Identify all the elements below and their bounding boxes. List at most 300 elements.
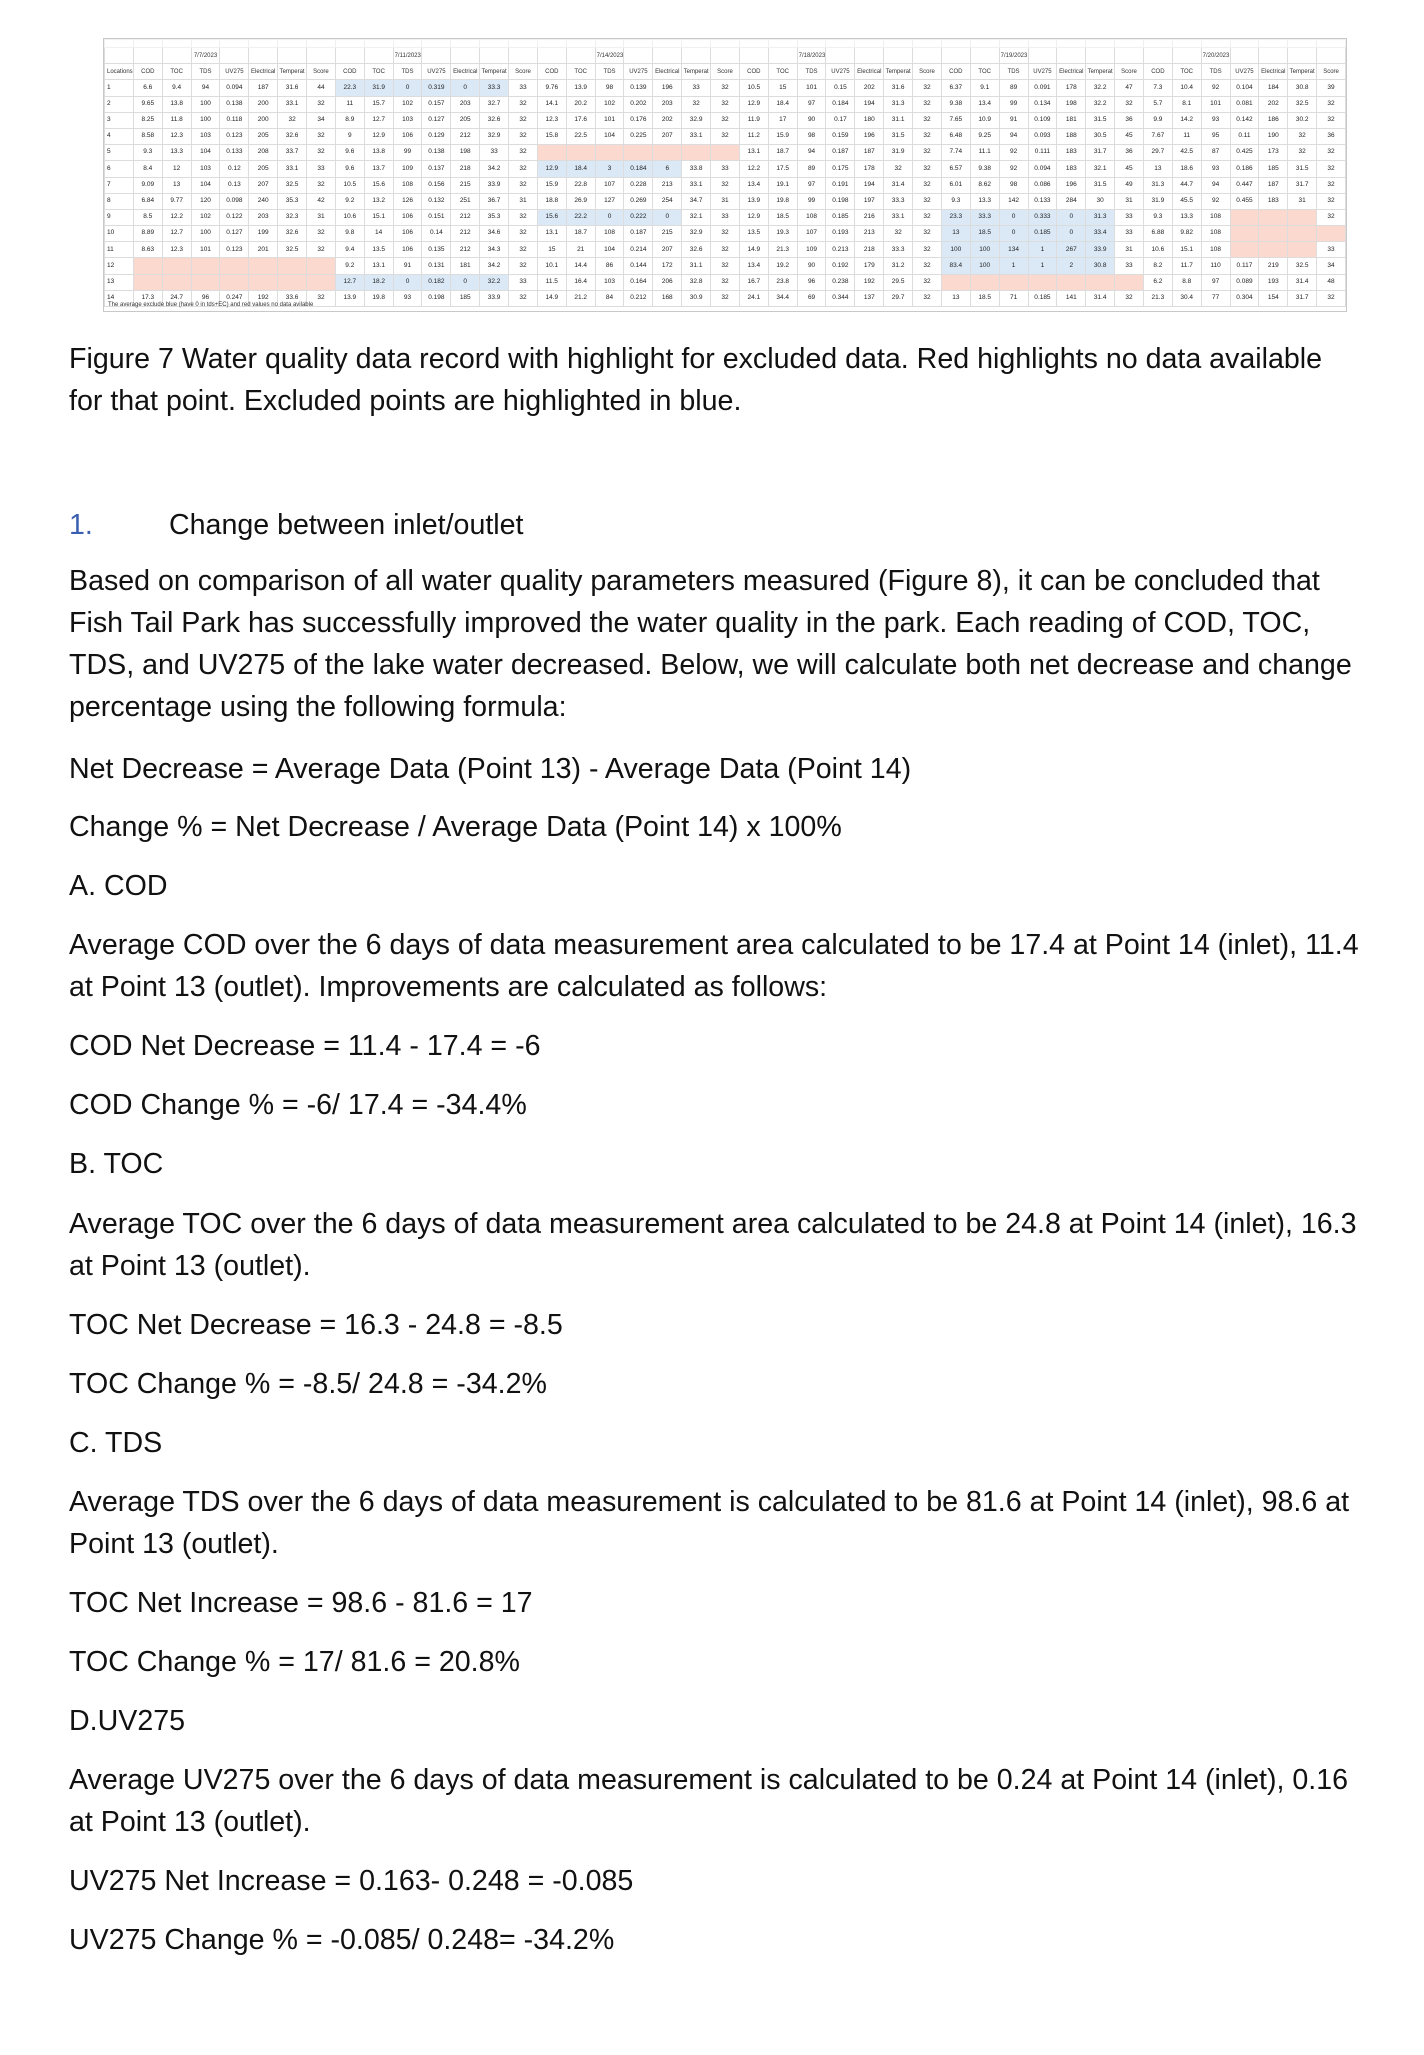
table-cell: 32	[1288, 145, 1317, 161]
table-row	[105, 128, 1346, 144]
table-cell	[162, 258, 191, 274]
toc-heading: B. TOC	[69, 1148, 164, 1180]
table-cell: 92	[1201, 80, 1230, 96]
date-label	[1317, 48, 1346, 64]
table-cell: 200	[249, 96, 278, 112]
table-cell: 0.159	[826, 128, 855, 144]
table-cell: 34.2	[480, 161, 509, 177]
location-id: 7	[105, 177, 134, 193]
column-header: TOC	[162, 64, 191, 80]
table-cell: 0.129	[422, 128, 451, 144]
date-label	[422, 48, 451, 64]
table-cell: 15.8	[537, 128, 566, 144]
table-cell: 12.7	[364, 112, 393, 128]
table-cell: 183	[1259, 193, 1288, 209]
date-label	[278, 48, 307, 64]
table-cell: 31.4	[1086, 290, 1115, 306]
table-cell: 251	[451, 193, 480, 209]
figure-caption: Figure 7 Water quality data record with highlight for excluded data. Red highlights no data available for that point. Excluded points are highlighted in blue.	[69, 343, 1323, 417]
table-cell: 11	[1172, 128, 1201, 144]
sheet-cell	[133, 40, 162, 48]
table-cell: 24.7	[162, 290, 191, 306]
table-cell: 9	[335, 128, 364, 144]
table-cell: 44.7	[1172, 177, 1201, 193]
table-cell: 0.11	[1230, 128, 1259, 144]
column-header: Temperat	[1086, 64, 1115, 80]
table-cell: 9.25	[970, 128, 999, 144]
table-cell: 32	[509, 226, 538, 242]
table-cell: 203	[249, 209, 278, 225]
table-cell: 8.63	[133, 242, 162, 258]
table-cell: 9.82	[1172, 226, 1201, 242]
date-label: 7/18/2023	[797, 48, 826, 64]
table-cell: 32	[913, 112, 942, 128]
table-cell	[711, 145, 740, 161]
table-cell: 32	[913, 290, 942, 306]
table-cell: 13.9	[335, 290, 364, 306]
table-cell: 91	[393, 258, 422, 274]
table-row	[105, 161, 1346, 177]
table-cell: 11.2	[739, 128, 768, 144]
table-cell: 0.135	[422, 242, 451, 258]
table-cell: 0.191	[826, 177, 855, 193]
table-cell: 0.123	[220, 242, 249, 258]
table-cell: 254	[653, 193, 682, 209]
table-cell: 83.4	[941, 258, 970, 274]
table-cell: 205	[249, 128, 278, 144]
table-cell: 31.4	[884, 177, 913, 193]
table-cell: 33	[1115, 226, 1144, 242]
table-cell: 32	[307, 242, 336, 258]
toc-net-decrease: TOC Net Decrease = 16.3 - 24.8 = -8.5	[69, 1309, 563, 1341]
table-cell: 0.15	[826, 80, 855, 96]
sheet-cell	[595, 40, 624, 48]
table-cell: 104	[191, 177, 220, 193]
section-title: Change between inlet/outlet	[169, 509, 524, 541]
table-cell: 32.2	[1086, 80, 1115, 96]
table-cell: 108	[595, 226, 624, 242]
table-cell: 0.13	[220, 177, 249, 193]
table-cell: 12.2	[162, 209, 191, 225]
table-cell: 32	[1317, 145, 1346, 161]
date-label	[307, 48, 336, 64]
table-cell: 14.9	[739, 242, 768, 258]
sheet-cell	[451, 40, 480, 48]
column-header: Score	[1317, 64, 1346, 80]
table-cell: 9.4	[162, 80, 191, 96]
table-cell: 0.175	[826, 161, 855, 177]
table-cell: 0.156	[422, 177, 451, 193]
location-id: 2	[105, 96, 134, 112]
table-cell: 34.6	[480, 226, 509, 242]
table-cell: 207	[653, 242, 682, 258]
table-cell: 95	[1201, 128, 1230, 144]
table-cell: 14.4	[566, 258, 595, 274]
date-label	[624, 48, 653, 64]
location-id: 12	[105, 258, 134, 274]
table-cell: 101	[191, 242, 220, 258]
table-cell: 44	[307, 80, 336, 96]
table-cell: 33.1	[682, 128, 711, 144]
table-cell: 8.89	[133, 226, 162, 242]
table-cell: 9.09	[133, 177, 162, 193]
sheet-cell	[162, 40, 191, 48]
date-label	[1086, 48, 1115, 64]
table-cell: 8.2	[1143, 258, 1172, 274]
table-cell: 36	[1115, 112, 1144, 128]
table-cell: 33.1	[278, 96, 307, 112]
table-cell: 31.5	[1288, 161, 1317, 177]
table-cell: 18.2	[364, 274, 393, 290]
sheet-cell	[105, 40, 134, 48]
table-cell: 0.222	[624, 209, 653, 225]
table-cell: 141	[1057, 290, 1086, 306]
date-label	[1230, 48, 1259, 64]
table-cell: 9.3	[1143, 209, 1172, 225]
sheet-cell	[1057, 40, 1086, 48]
date-label	[451, 48, 480, 64]
table-cell: 9.38	[970, 161, 999, 177]
table-cell: 0	[999, 226, 1028, 242]
table-cell: 18.5	[970, 290, 999, 306]
table-cell: 33.1	[682, 177, 711, 193]
location-id: 3	[105, 112, 134, 128]
table-cell: 100	[941, 242, 970, 258]
date-label	[133, 48, 162, 64]
table-cell: 30	[1086, 193, 1115, 209]
table-cell: 33.3	[884, 242, 913, 258]
table-cell: 14.1	[537, 96, 566, 112]
location-id: 5	[105, 145, 134, 161]
sheet-cell	[941, 40, 970, 48]
sheet-cell	[970, 40, 999, 48]
tds-change-percent: TOC Change % = 17/ 81.6 = 20.8%	[69, 1646, 520, 1678]
uv275-net-increase: UV275 Net Increase = 0.163- 0.248 = -0.085	[69, 1865, 634, 1897]
table-cell: 32.7	[480, 96, 509, 112]
column-header: Temperat	[278, 64, 307, 80]
table-cell: 96	[191, 290, 220, 306]
table-cell: 0.185	[1028, 290, 1057, 306]
table-cell: 9.8	[335, 226, 364, 242]
table-cell: 94	[1201, 177, 1230, 193]
table-cell: 0.094	[1028, 161, 1057, 177]
date-label	[826, 48, 855, 64]
table-cell: 0.212	[624, 290, 653, 306]
table-cell: 0.202	[624, 96, 653, 112]
table-cell: 32	[1317, 193, 1346, 209]
table-cell: 13.8	[162, 96, 191, 112]
table-cell: 33	[1115, 258, 1144, 274]
table-cell: 33	[307, 161, 336, 177]
table-cell: 32	[913, 80, 942, 96]
table-cell: 24.1	[739, 290, 768, 306]
tds-heading: C. TDS	[69, 1427, 163, 1459]
table-cell: 33.6	[278, 290, 307, 306]
sheet-cell	[566, 40, 595, 48]
table-cell: 6.84	[133, 193, 162, 209]
table-cell: 18.8	[537, 193, 566, 209]
date-label: 7/19/2023	[999, 48, 1028, 64]
table-cell	[1288, 226, 1317, 242]
table-cell	[162, 274, 191, 290]
table-cell: 33.7	[278, 145, 307, 161]
table-cell: 184	[1259, 80, 1288, 96]
column-header: TOC	[566, 64, 595, 80]
table-cell: 33	[480, 145, 509, 161]
table-cell	[220, 274, 249, 290]
table-cell: 0.118	[220, 112, 249, 128]
table-cell: 12.9	[364, 128, 393, 144]
table-cell: 34.7	[682, 193, 711, 209]
location-id: 11	[105, 242, 134, 258]
table-cell	[941, 274, 970, 290]
table-cell: 32.5	[1288, 258, 1317, 274]
table-cell: 31	[1288, 193, 1317, 209]
table-cell: 32	[711, 96, 740, 112]
table-cell	[133, 274, 162, 290]
table-cell	[191, 274, 220, 290]
table-cell: 31.2	[884, 258, 913, 274]
table-cell: 21.2	[566, 290, 595, 306]
table-cell: 21.3	[1143, 290, 1172, 306]
table-cell: 0	[393, 274, 422, 290]
table-cell	[307, 274, 336, 290]
sheet-cell	[682, 40, 711, 48]
table-cell: 32	[1317, 177, 1346, 193]
date-label: 7/11/2023	[393, 48, 422, 64]
table-cell: 84	[595, 290, 624, 306]
table-cell: 240	[249, 193, 278, 209]
table-cell: 77	[1201, 290, 1230, 306]
table-cell	[307, 258, 336, 274]
table-cell: 206	[653, 274, 682, 290]
table-cell: 32	[307, 128, 336, 144]
table-cell: 6.2	[1143, 274, 1172, 290]
table-cell: 17.5	[768, 161, 797, 177]
table-cell: 101	[797, 80, 826, 96]
table-cell: 196	[855, 128, 884, 144]
table-cell: 179	[855, 258, 884, 274]
table-cell: 6.37	[941, 80, 970, 96]
location-id: 6	[105, 161, 134, 177]
table-cell: 31.1	[682, 258, 711, 274]
column-header: TDS	[797, 64, 826, 80]
date-label: 7/7/2023	[191, 48, 220, 64]
table-cell: 267	[1057, 242, 1086, 258]
table-cell: 32.6	[682, 242, 711, 258]
sheet-cell	[739, 40, 768, 48]
column-header: TOC	[364, 64, 393, 80]
table-cell: 205	[249, 161, 278, 177]
table-cell: 23.3	[941, 209, 970, 225]
table-cell: 0.138	[220, 96, 249, 112]
table-cell: 109	[393, 161, 422, 177]
sheet-cell	[509, 40, 538, 48]
table-cell: 12.9	[537, 161, 566, 177]
column-header: COD	[1143, 64, 1172, 80]
table-cell: 0.122	[220, 209, 249, 225]
table-cell: 9.2	[335, 193, 364, 209]
table-cell: 34.4	[768, 290, 797, 306]
table-cell: 33.3	[480, 80, 509, 96]
table-cell: 13.5	[739, 226, 768, 242]
date-label	[855, 48, 884, 64]
sheet-cell	[278, 40, 307, 48]
table-cell	[1288, 209, 1317, 225]
table-cell: 12.9	[739, 96, 768, 112]
table-cell: 218	[855, 242, 884, 258]
table-cell: 0.098	[220, 193, 249, 209]
table-cell: 20.2	[566, 96, 595, 112]
table-cell: 8.58	[133, 128, 162, 144]
table-cell: 12.7	[162, 226, 191, 242]
table-cell: 108	[1201, 209, 1230, 225]
tds-net-increase: TOC Net Increase = 98.6 - 81.6 = 17	[69, 1587, 533, 1619]
table-cell: 31	[1115, 193, 1144, 209]
table-cell: 33.8	[682, 161, 711, 177]
table-cell: 19.3	[768, 226, 797, 242]
table-cell	[1230, 209, 1259, 225]
table-cell: 32.2	[1086, 96, 1115, 112]
table-cell: 7.65	[941, 112, 970, 128]
column-header: Electrical	[249, 64, 278, 80]
column-header: COD	[739, 64, 768, 80]
sheet-cell	[1259, 40, 1288, 48]
table-cell: 200	[249, 112, 278, 128]
table-cell: 98	[999, 177, 1028, 193]
table-cell: 36.7	[480, 193, 509, 209]
table-cell: 10.1	[537, 258, 566, 274]
table-cell: 13.1	[537, 226, 566, 242]
table-cell: 32	[1288, 128, 1317, 144]
date-label	[970, 48, 999, 64]
table-cell: 8.62	[970, 177, 999, 193]
table-row	[105, 242, 1346, 258]
table-cell: 104	[595, 242, 624, 258]
table-cell: 8.8	[1172, 274, 1201, 290]
intro-paragraph: Based on comparison of all water quality parameters measured (Figure 8), it can be concluded that Fish Tail Park has successfully improved the water quality in the park. Each reading of COD, TOC, TDS, and UV275 of the lake water decreased. Below, we will calculate both net decrease and change percentage using the following formula:	[69, 565, 1352, 723]
table-cell: 36	[1317, 128, 1346, 144]
table-cell: 32	[913, 177, 942, 193]
table-cell: 0.109	[1028, 112, 1057, 128]
table-cell: 178	[1057, 80, 1086, 96]
table-cell: 0.182	[422, 274, 451, 290]
table-cell: 215	[653, 226, 682, 242]
table-cell: 33	[509, 274, 538, 290]
table-cell: 0.225	[624, 128, 653, 144]
date-label	[1143, 48, 1172, 64]
table-cell: 198	[451, 145, 480, 161]
table-cell: 45.5	[1172, 193, 1201, 209]
table-row	[105, 226, 1346, 242]
table-cell: 0.164	[624, 274, 653, 290]
table-cell: 49	[1115, 177, 1144, 193]
table-cell: 168	[653, 290, 682, 306]
column-header: COD	[133, 64, 162, 80]
table-cell: 94	[797, 145, 826, 161]
table-cell: 100	[191, 226, 220, 242]
date-label	[1288, 48, 1317, 64]
sheet-cell	[105, 48, 134, 64]
table-cell: 0.214	[624, 242, 653, 258]
table-cell: 216	[855, 209, 884, 225]
table-cell: 45	[1115, 161, 1144, 177]
table-cell: 42	[307, 193, 336, 209]
table-cell: 0.185	[1028, 226, 1057, 242]
table-cell: 32.9	[682, 226, 711, 242]
column-header: UV275	[422, 64, 451, 80]
table-cell: 32	[711, 177, 740, 193]
table-cell	[1230, 242, 1259, 258]
table-cell: 0.447	[1230, 177, 1259, 193]
table-cell: 100	[970, 258, 999, 274]
table-cell: 0.133	[220, 145, 249, 161]
table-cell: 194	[855, 96, 884, 112]
column-header: COD	[941, 64, 970, 80]
table-cell	[653, 145, 682, 161]
date-label	[537, 48, 566, 64]
table-cell: 22.5	[566, 128, 595, 144]
table-cell: 93	[393, 290, 422, 306]
table-cell: 181	[1057, 112, 1086, 128]
table-cell: 15.7	[364, 96, 393, 112]
table-cell: 13.9	[739, 193, 768, 209]
table-cell: 32	[913, 161, 942, 177]
table-cell: 101	[1201, 96, 1230, 112]
table-cell: 212	[451, 226, 480, 242]
table-cell: 13	[1143, 161, 1172, 177]
table-cell: 30.8	[1086, 258, 1115, 274]
column-header: UV275	[220, 64, 249, 80]
uv275-change-percent: UV275 Change % = -0.085/ 0.248= -34.2%	[69, 1924, 615, 1956]
table-cell: 15.9	[768, 128, 797, 144]
table-cell: 31.7	[1288, 177, 1317, 193]
table-cell: 32	[884, 226, 913, 242]
table-cell: 32	[1317, 96, 1346, 112]
table-cell: 32	[711, 112, 740, 128]
column-header: TDS	[191, 64, 220, 80]
table-cell: 18.5	[768, 209, 797, 225]
table-cell: 32.1	[1086, 161, 1115, 177]
table-cell: 33.3	[970, 209, 999, 225]
table-cell: 0.133	[1028, 193, 1057, 209]
table-cell: 120	[191, 193, 220, 209]
table-row	[105, 177, 1346, 193]
table-cell: 33.9	[480, 177, 509, 193]
table-cell: 10.4	[1172, 80, 1201, 96]
column-header: Electrical	[1259, 64, 1288, 80]
table-cell: 185	[1259, 161, 1288, 177]
table-cell: 107	[595, 177, 624, 193]
table-cell: 13.4	[970, 96, 999, 112]
table-cell: 31.9	[1143, 193, 1172, 209]
table-cell: 32.1	[682, 209, 711, 225]
table-cell	[1115, 274, 1144, 290]
table-cell: 187	[855, 145, 884, 161]
table-cell: 0.184	[826, 96, 855, 112]
table-cell: 0.157	[422, 96, 451, 112]
table-cell: 103	[191, 128, 220, 144]
table-cell: 13.2	[364, 193, 393, 209]
table-cell: 0	[451, 274, 480, 290]
date-label	[1028, 48, 1057, 64]
table-cell: 183	[1057, 145, 1086, 161]
table-cell: 15	[768, 80, 797, 96]
table-cell: 103	[191, 161, 220, 177]
table-cell: 196	[653, 80, 682, 96]
table-cell: 32.3	[278, 209, 307, 225]
table-cell	[566, 145, 595, 161]
